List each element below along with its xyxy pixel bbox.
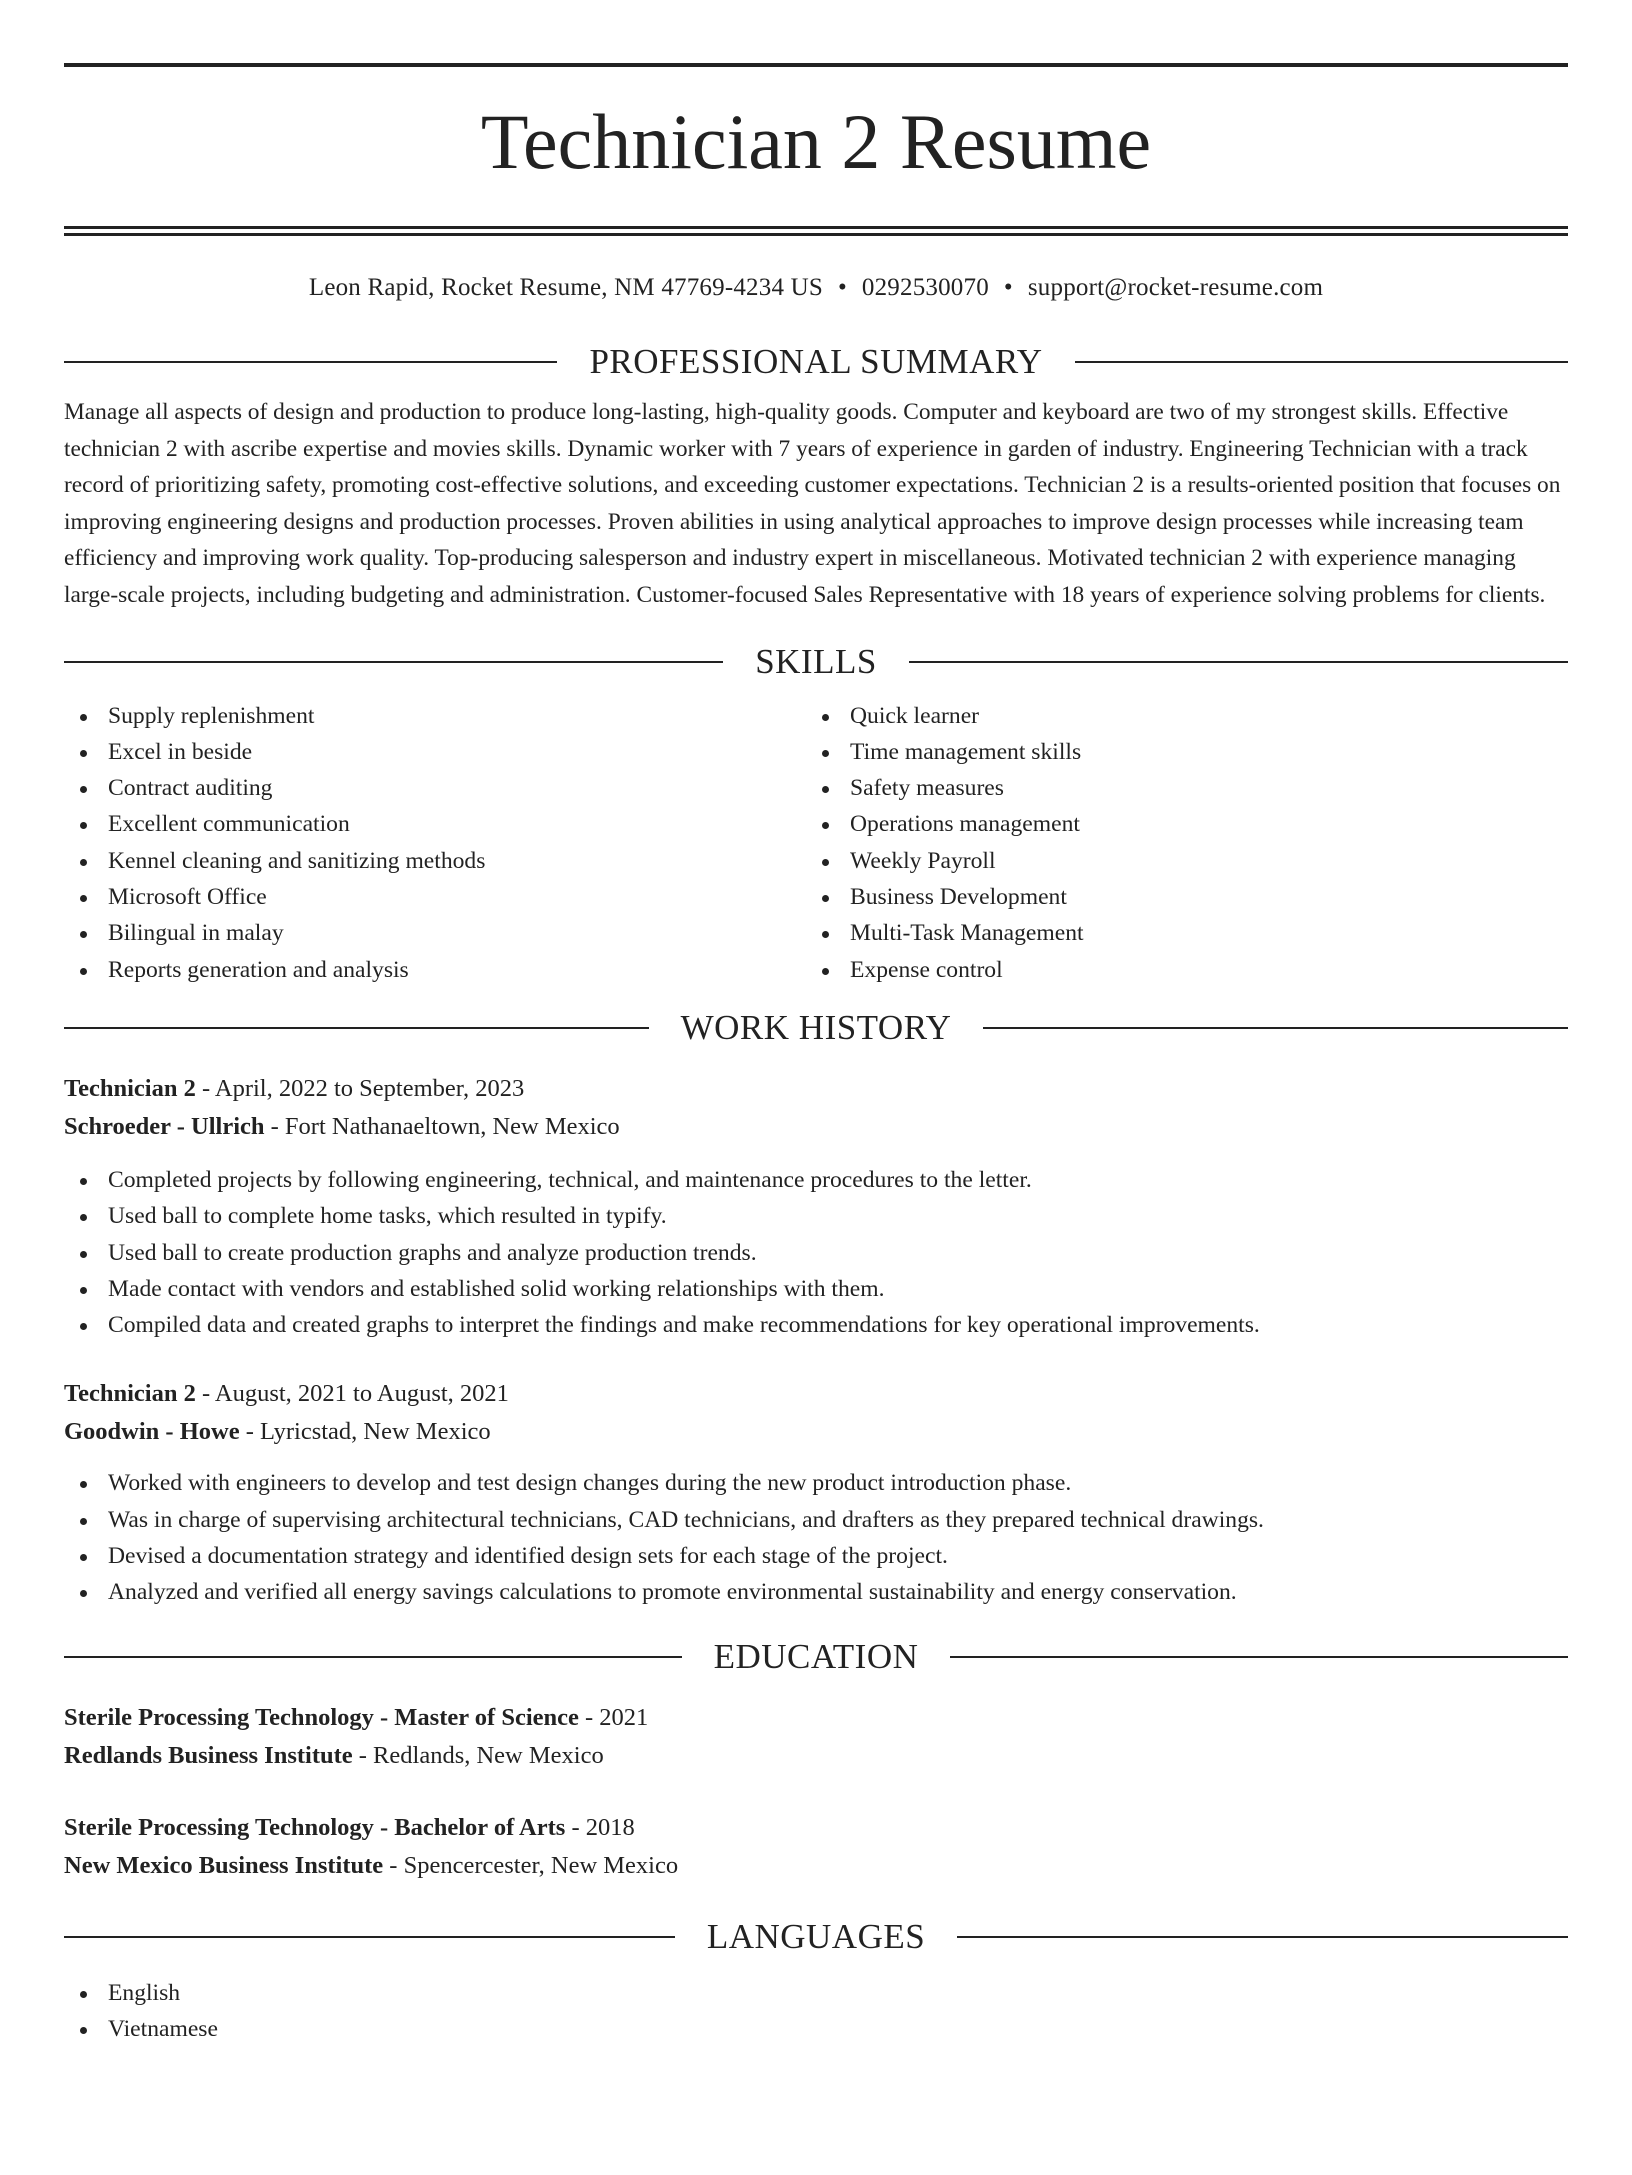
- contact-line: [64, 270, 1568, 306]
- job-bullet: Was in charge of supervising architectural technicians, CAD technicians, and drafters as they prepared technical drawings.: [64, 1502, 1568, 1538]
- job-dates: - August, 2021 to August, 2021: [195, 1380, 509, 1408]
- section-title-education: EDUCATION: [713, 1636, 919, 1676]
- job-bullet: Devised a documentation strategy and identified design sets for each stage of the project.: [64, 1538, 1568, 1574]
- skill-item: Contract auditing: [64, 770, 806, 806]
- skill-item: Supply replenishment: [64, 698, 806, 734]
- job-bullets: [64, 1465, 1568, 1610]
- job-dates: - April, 2022 to September, 2023: [195, 1074, 525, 1102]
- divider-line: [1075, 361, 1568, 363]
- divider-line: [983, 1027, 1568, 1029]
- job-bullet: Completed projects by following engineering, technical, and maintenance procedures to the letter.: [64, 1162, 1568, 1198]
- top-rule: [64, 63, 1568, 67]
- job-title-line: [64, 1070, 1568, 1108]
- language-item: Vietnamese: [64, 2011, 1568, 2047]
- work-entry: [64, 1375, 1568, 1610]
- section-title-summary: PROFESSIONAL SUMMARY: [589, 342, 1043, 381]
- job-bullet: Used ball to create production graphs and analyze production trends.: [64, 1235, 1568, 1271]
- skill-item: Business Development: [806, 879, 1548, 915]
- skill-item: Weekly Payroll: [806, 843, 1548, 879]
- job-bullet: Worked with engineers to develop and test design changes during the new product introduction phase.: [64, 1465, 1568, 1501]
- job-bullets: [64, 1162, 1568, 1343]
- company-location: - Fort Nathanaeltown, New Mexico: [264, 1112, 620, 1140]
- company-location: - Lyricstad, New Mexico: [239, 1418, 491, 1446]
- skill-item: Multi-Task Management: [806, 915, 1548, 951]
- divider-line: [64, 1027, 649, 1029]
- language-item: English: [64, 1975, 1568, 2011]
- degree-year: - 2018: [565, 1813, 635, 1841]
- skill-item: Reports generation and analysis: [64, 952, 806, 988]
- company-name: Schroeder - Ullrich: [64, 1112, 265, 1140]
- section-header-education: [64, 1635, 1568, 1679]
- job-title: Technician 2: [64, 1074, 196, 1102]
- job-bullet: Compiled data and created graphs to interpret the findings and make recommendations for key operational improvements.: [64, 1307, 1568, 1343]
- degree-name: Sterile Processing Technology - Master of Science: [64, 1703, 579, 1731]
- skill-item: Quick learner: [806, 698, 1548, 734]
- skill-item: Safety measures: [806, 770, 1548, 806]
- school-name: New Mexico Business Institute: [64, 1851, 384, 1879]
- divider-line: [64, 1936, 675, 1938]
- job-title-line: [64, 1375, 1568, 1413]
- section-title-work: WORK HISTORY: [680, 1007, 952, 1047]
- section-header-skills: [64, 640, 1568, 684]
- divider-line: [64, 361, 557, 363]
- section-header-work: [64, 1006, 1568, 1050]
- summary-paragraph: Manage all aspects of design and production to produce long-lasting, high-quality goods. Computer and keyboard are two of my strongest skills. Effective technician 2 with ascribe expertise and movies skills. Dynamic worker with 7 years of experience in garden of industry. Engineering Technician with a track record of prioritizing safety, promoting cost-effective solutions, and exceeding customer expectations. Technician 2 is a results-oriented position that focuses on improving engineering designs and production processes. Proven abilities in using analytical approaches to improve design processes while increasing team efficiency and improving work quality. Top-producing salesperson and industry expert in miscellaneous. Motivated technician 2 with experience managing large-scale projects, including budgeting and administration. Customer-focused Sales Representative with 18 years of experience solving problems for clients.: [64, 399, 1561, 608]
- education-entry: [64, 1809, 1568, 1885]
- divider-line: [64, 661, 723, 663]
- degree-line: [64, 1809, 1568, 1847]
- school-location: - Spencercester, New Mexico: [383, 1851, 679, 1879]
- company-line: [64, 1108, 1568, 1146]
- skills-column-left: [64, 698, 806, 988]
- degree-name: Sterile Processing Technology - Bachelor of Arts: [64, 1813, 566, 1841]
- job-bullet: Analyzed and verified all energy savings calculations to promote environmental sustainability and energy conservation.: [64, 1574, 1568, 1610]
- skill-item: Microsoft Office: [64, 879, 806, 915]
- job-title: Technician 2: [64, 1380, 196, 1408]
- company-line: [64, 1413, 1568, 1451]
- skill-item: Bilingual in malay: [64, 915, 806, 951]
- skills-list: [64, 698, 1568, 988]
- skill-item: Excellent communication: [64, 806, 806, 842]
- page-title: Technician 2 Resume: [480, 98, 1152, 185]
- skills-column-right: [806, 698, 1548, 988]
- school-location: - Redlands, New Mexico: [352, 1741, 604, 1769]
- job-bullet: Made contact with vendors and established solid working relationships with them.: [64, 1271, 1568, 1307]
- divider-line: [64, 1656, 682, 1658]
- skill-item: Kennel cleaning and sanitizing methods: [64, 843, 806, 879]
- resume-page: [64, 63, 1568, 2047]
- school-line: [64, 1847, 1568, 1885]
- degree-line: [64, 1699, 1568, 1737]
- contact-separator: •: [837, 274, 847, 301]
- divider-line: [950, 1656, 1568, 1658]
- title-double-rule: [64, 226, 1568, 236]
- section-title-languages: LANGUAGES: [706, 1916, 926, 1956]
- degree-year: - 2021: [578, 1703, 649, 1731]
- company-name: Goodwin - Howe: [64, 1418, 240, 1446]
- skill-item: Excel in beside: [64, 734, 806, 770]
- contact-phone: 0292530070: [861, 274, 989, 301]
- section-header-languages: [64, 1915, 1568, 1959]
- skill-item: Operations management: [806, 806, 1548, 842]
- contact-address: Leon Rapid, Rocket Resume, NM 47769-4234 US: [308, 274, 823, 301]
- skill-item: Expense control: [806, 952, 1548, 988]
- contact-separator: •: [1003, 274, 1013, 301]
- languages-list: [64, 1975, 1568, 2048]
- skill-item: Time management skills: [806, 734, 1548, 770]
- school-line: [64, 1737, 1568, 1775]
- work-entry: [64, 1070, 1568, 1343]
- section-header-summary: [64, 340, 1568, 384]
- contact-email: support@rocket-resume.com: [1027, 274, 1324, 301]
- divider-line: [909, 661, 1568, 663]
- divider-line: [957, 1936, 1568, 1938]
- job-bullet: Used ball to complete home tasks, which resulted in typify.: [64, 1198, 1568, 1234]
- school-name: Redlands Business Institute: [64, 1741, 353, 1769]
- section-title-skills: SKILLS: [755, 641, 877, 681]
- education-entry: [64, 1699, 1568, 1775]
